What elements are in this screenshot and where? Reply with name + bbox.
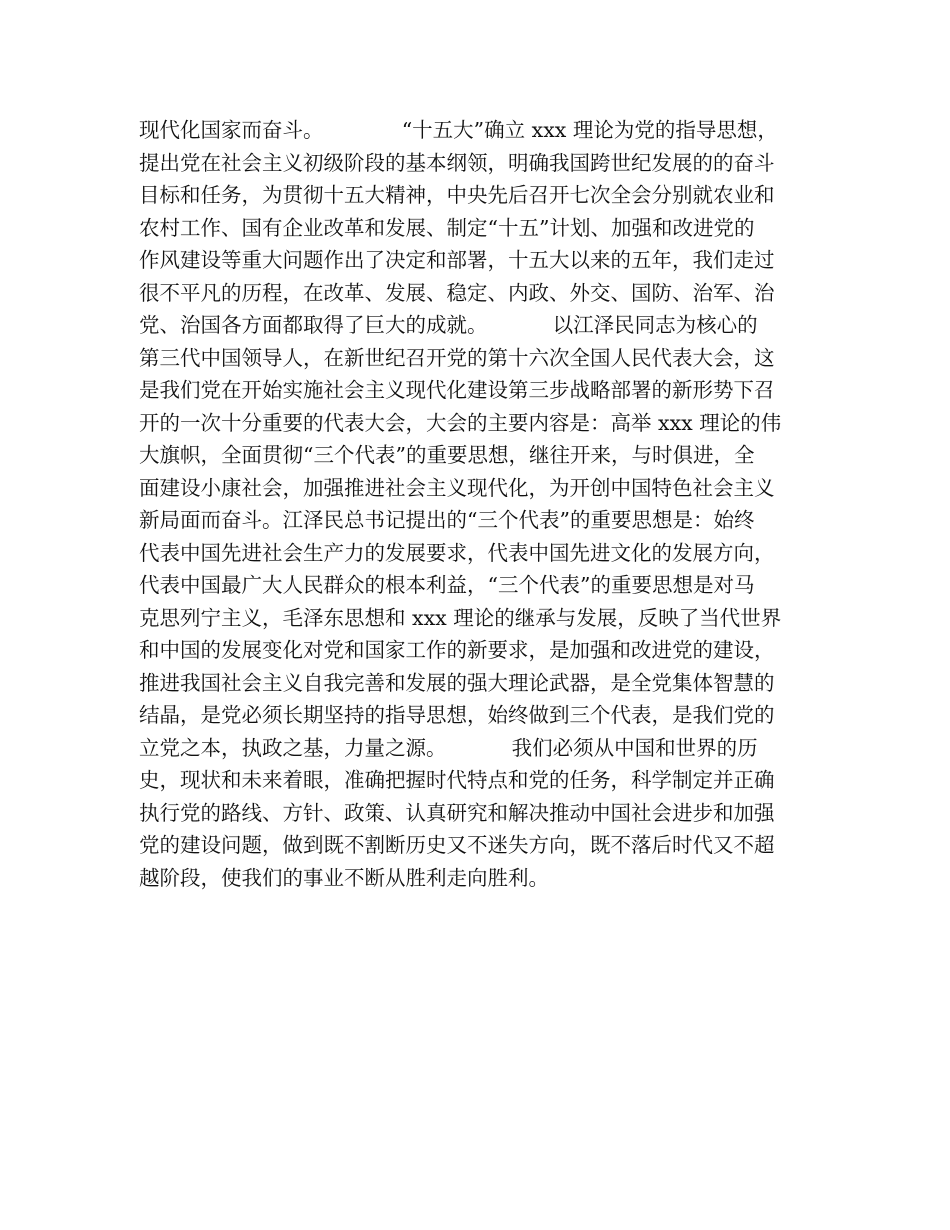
text-line: 党、治国各方面都取得了巨大的成就。 以江泽民同志为核心的 [139,313,758,337]
text-line: 代表中国最广大人民群众的根本利益，“三个代表”的重要思想是对马 [139,573,755,597]
text-line: 推进我国社会主义自我完善和发展的强大理论武器，是全党集体智慧的 [139,670,775,695]
text-line: 农村工作、国有企业改革和发展、制定“十五”计划、加强和改进党的 [139,215,755,240]
text-line: 克思列宁主义，毛泽东思想和 xxx 理论的继承与发展，反映了当代世界 [139,605,782,630]
body-text [139,114,829,894]
text-line: 现代化国家而奋斗。 “十五大”确立 xxx 理论为党的指导思想， [139,118,778,142]
text-line: 目标和任务，为贯彻十五大精神，中央先后召开七次全会分别就农业和 [139,183,775,207]
text-line: 执行党的路线、方针、政策、认真研究和解决推动中国社会进步和加强 [139,800,775,825]
text-line: 大旗帜，全面贯彻“三个代表”的重要思想，继往开来，与时俱进，全 [139,443,755,467]
text-line: 第三代中国领导人，在新世纪召开党的第十六次全国人民代表大会，这 [139,345,775,370]
text-line: 越阶段，使我们的事业不断从胜利走向胜利。 [139,865,549,890]
text-line: 立党之本，执政之基，力量之源。 我们必须从中国和世界的历 [139,735,758,760]
text-line: 新局面而奋斗。江泽民总书记提出的“三个代表”的重要思想是：始终 [139,508,755,532]
text-line: 很不平凡的历程，在改革、发展、稳定、内政、外交、国防、治军、治 [139,280,775,305]
text-line: 作风建设等重大问题作出了决定和部署，十五大以来的五年，我们走过 [139,248,775,272]
text-line: 是我们党在开始实施社会主义现代化建设第三步战略部署的新形势下召 [139,378,775,402]
text-line: 开的一次十分重要的代表大会，大会的主要内容是：高举 xxx 理论的伟 [139,410,782,435]
text-line: 结晶，是党必须长期坚持的指导思想，始终做到三个代表，是我们党的 [139,703,775,727]
text-line: 和中国的发展变化对党和国家工作的新要求，是加强和改进党的建设， [139,638,775,662]
text-line: 史，现状和未来着眼，准确把握时代特点和党的任务，科学制定并正确 [139,768,775,792]
text-line: 党的建设问题，做到既不割断历史又不迷失方向，既不落后时代又不超 [139,833,775,857]
text-line: 代表中国先进社会生产力的发展要求，代表中国先进文化的发展方向， [139,540,775,565]
text-line: 提出党在社会主义初级阶段的基本纲领，明确我国跨世纪发展的的奋斗 [139,150,775,175]
text-line: 面建设小康社会，加强推进社会主义现代化，为开创中国特色社会主义 [139,475,775,500]
